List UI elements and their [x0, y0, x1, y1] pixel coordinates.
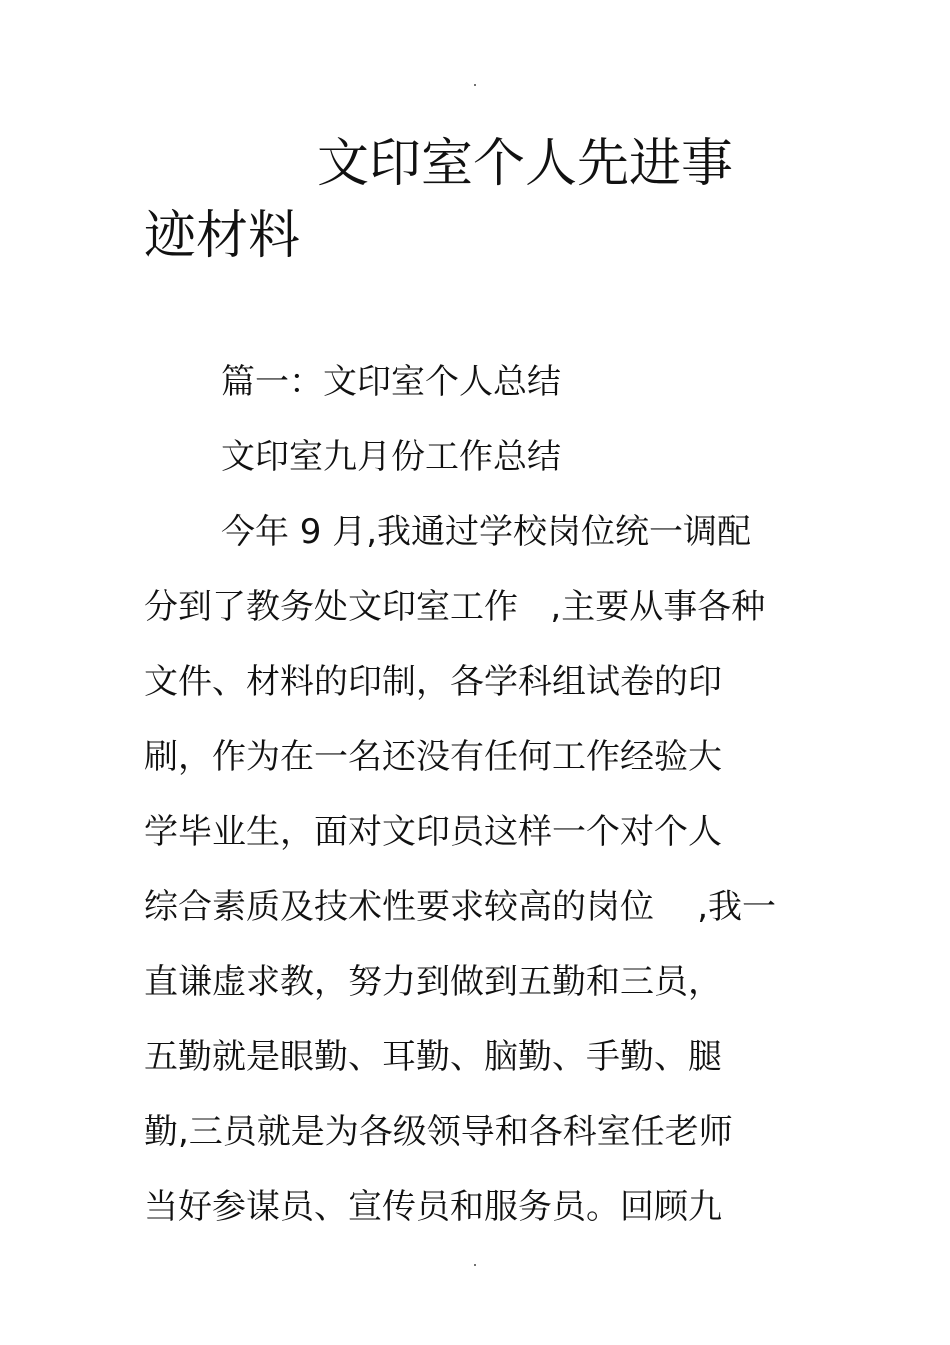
page-marker-top — [474, 84, 476, 86]
body-line: 文件、材料的印制，各学科组试卷的印 — [144, 662, 722, 702]
document-title — [144, 128, 784, 272]
body-line: 综合素质及技术性要求较高的岗位 ,我一 — [144, 887, 777, 927]
body-line: 今年 9 月,我通过学校岗位统一调配 — [221, 512, 752, 552]
title-line-2: 迹材料 — [144, 206, 301, 266]
body-line: 学毕业生，面对文印员这样一个对个人 — [144, 812, 722, 852]
body-line: 勤,三员就是为各级领导和各科室任老师 — [144, 1112, 733, 1152]
body-line: 当好参谋员、宣传员和服务员。回顾九 — [144, 1187, 722, 1227]
body-line: 分到了教务处文印室工作 ,主要从事各种 — [144, 587, 766, 627]
section-heading: 篇一：文印室个人总结 — [221, 362, 561, 402]
title-line-1: 文印室个人先进事 — [317, 134, 734, 194]
subheading: 文印室九月份工作总结 — [221, 437, 561, 477]
body-line: 五勤就是眼勤、耳勤、脑勤、手勤、腿 — [144, 1037, 722, 1077]
body-line: 刷，作为在一名还没有任何工作经验大 — [144, 737, 722, 777]
page-marker-bottom — [474, 1264, 476, 1266]
body-line: 直谦虚求教，努力到做到五勤和三员， — [144, 962, 722, 1002]
